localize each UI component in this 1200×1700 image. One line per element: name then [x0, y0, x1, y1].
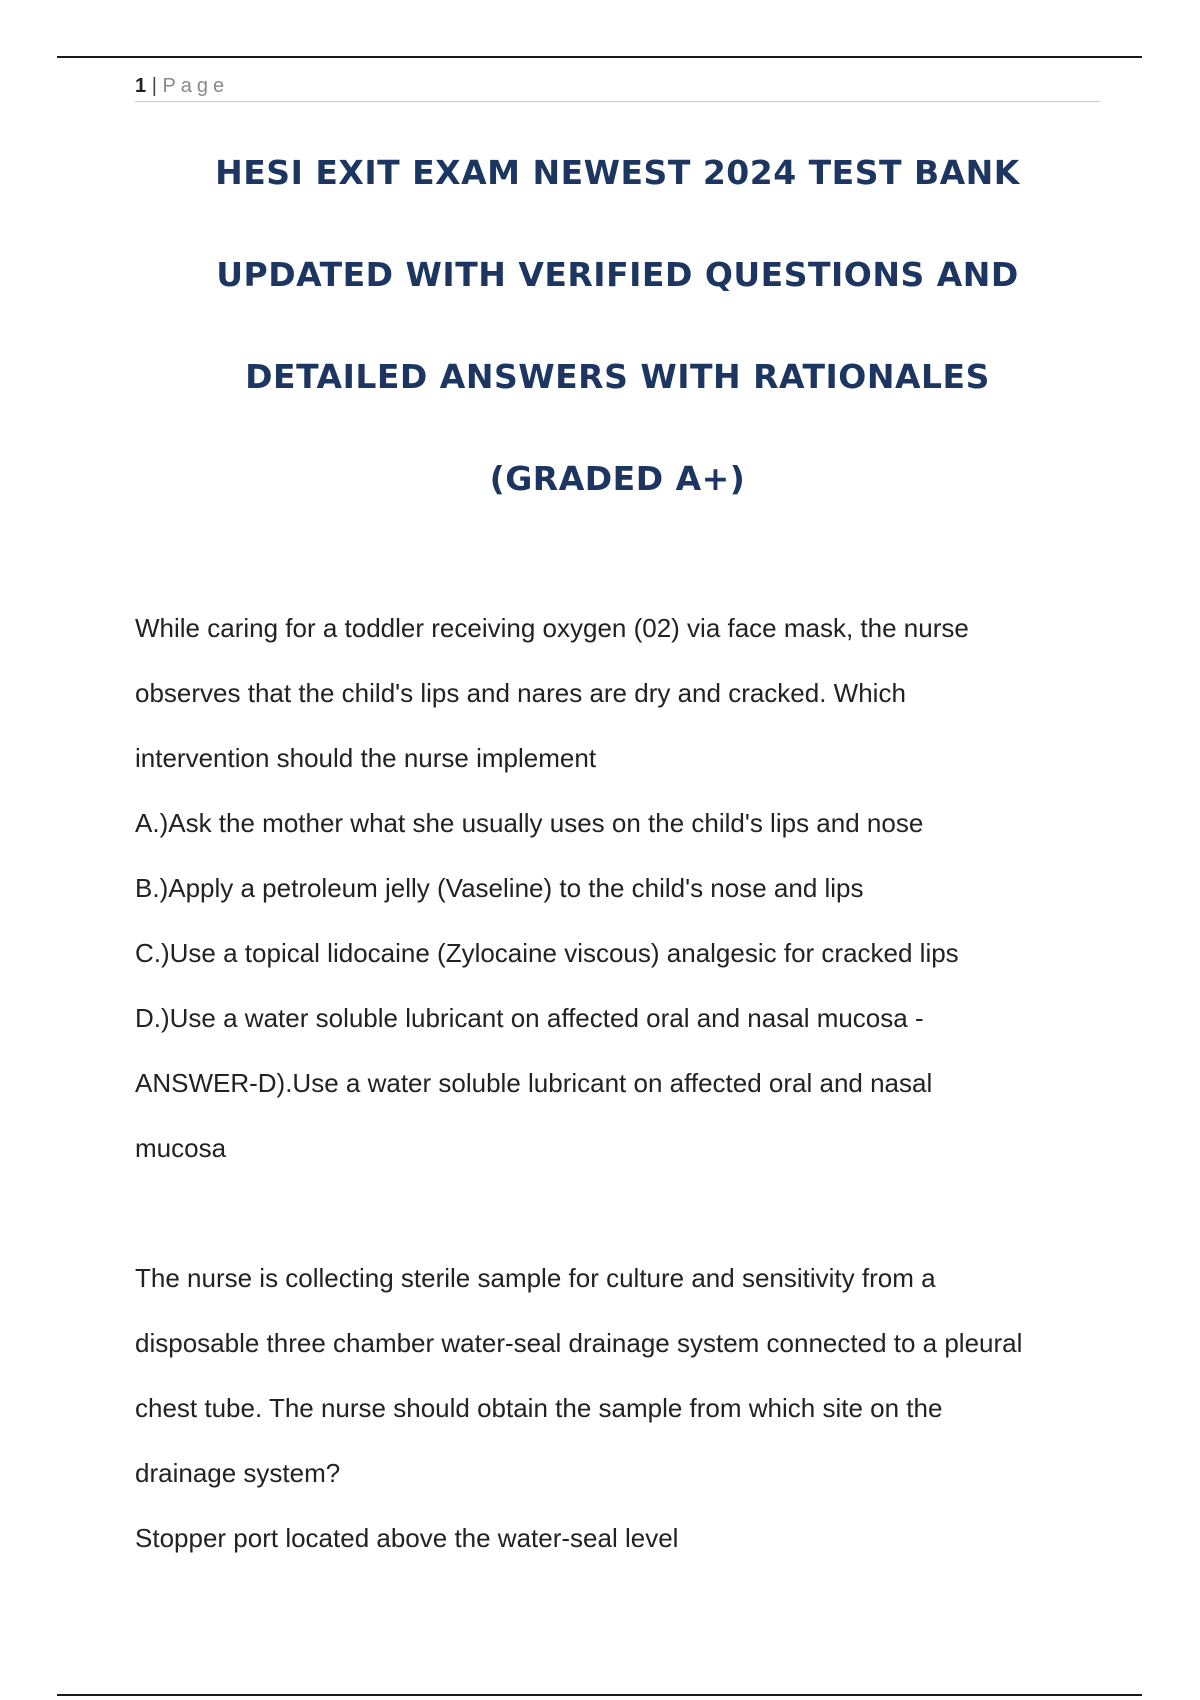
- question-1-answer: [135, 1051, 1115, 1181]
- stem-line: intervention should the nurse implement: [135, 743, 597, 773]
- stem-line: While caring for a toddler receiving oxygen (02) via face mask, the nurse: [135, 613, 969, 643]
- document-title: [135, 122, 1100, 530]
- stem-line: observes that the child's lips and nares are dry and cracked. Which: [135, 678, 906, 708]
- stem-line: chest tube. The nurse should obtain the sample from which site on the: [135, 1393, 943, 1423]
- title-line: HESI EXIT EXAM NEWEST 2024 TEST BANK: [215, 153, 1020, 192]
- question-2-stem: [135, 1246, 1115, 1506]
- title-line: DETAILED ANSWERS WITH RATIONALES: [245, 357, 990, 396]
- stem-line: disposable three chamber water-seal drainage system connected to a pleural: [135, 1328, 1023, 1358]
- answer-line: ANSWER-D).Use a water soluble lubricant on affected oral and nasal: [135, 1068, 933, 1098]
- page-label: Page: [162, 75, 230, 97]
- option-a: A.)Ask the mother what she usually uses on the child's lips and nose: [135, 808, 924, 838]
- answer-line: mucosa: [135, 1133, 227, 1163]
- option-b: B.)Apply a petroleum jelly (Vaseline) to the child's nose and lips: [135, 873, 864, 903]
- option-d: D.)Use a water soluble lubricant on affected oral and nasal mucosa -: [135, 1003, 924, 1033]
- question-2-answer: [135, 1506, 1115, 1571]
- stem-line: drainage system?: [135, 1458, 341, 1488]
- page-separator: |: [151, 75, 157, 97]
- title-line: UPDATED WITH VERIFIED QUESTIONS AND: [216, 255, 1019, 294]
- answer-line: Stopper port located above the water-seal level: [135, 1523, 679, 1553]
- question-1: [135, 596, 1115, 1181]
- title-line: (GRADED A+): [489, 459, 746, 498]
- question-1-options: [135, 791, 1115, 1051]
- page-header: [135, 73, 1100, 102]
- stem-line: The nurse is collecting sterile sample for culture and sensitivity from a: [135, 1263, 936, 1293]
- question-1-stem: [135, 596, 1115, 791]
- bottom-rule: [57, 1694, 1142, 1696]
- top-rule: [57, 56, 1142, 58]
- page-number: 1: [135, 75, 147, 97]
- question-2: [135, 1246, 1115, 1571]
- option-c: C.)Use a topical lidocaine (Zylocaine viscous) analgesic for cracked lips: [135, 938, 959, 968]
